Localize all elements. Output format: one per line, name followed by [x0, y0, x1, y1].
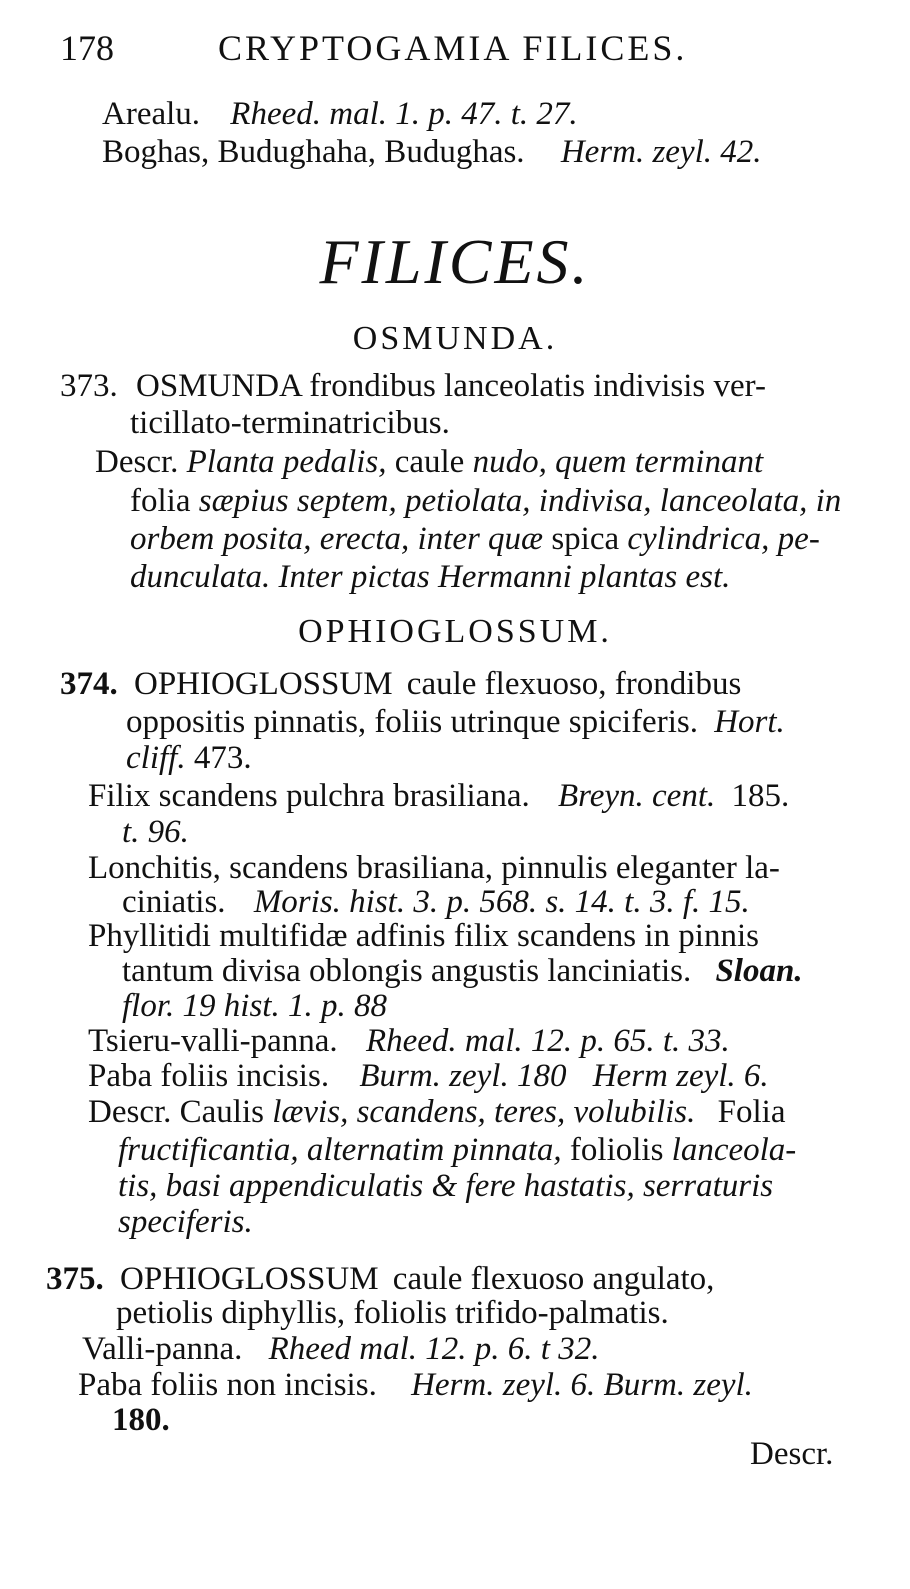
descr-374-line-2: [118, 1134, 796, 1167]
descr-373-line-3: [130, 523, 820, 556]
citation: Herm. zeyl. 6. Burm. zeyl.: [411, 1367, 753, 1403]
descr-374-line-1: [88, 1096, 785, 1129]
species-374-line-1: [60, 668, 741, 701]
descr-text: lævis, scandens, teres, volubilis.: [272, 1094, 696, 1130]
species-diagnosis: oppositis pinnatis, foliis utrinque spiciferis.: [126, 704, 698, 740]
citation: Rheed. mal. 1. p. 47. t. 27.: [230, 96, 578, 132]
species-diagnosis: caule flexuoso angulato,: [392, 1261, 715, 1297]
synonym-name: Paba foliis non incisis.: [78, 1367, 377, 1403]
citation: 185.: [731, 778, 790, 814]
species-genus-name: OPHIOGLOSSUM: [120, 1261, 379, 1297]
descr-text: orbem posita, erecta, inter quæ: [130, 521, 544, 557]
descr-text: Caulis: [179, 1094, 264, 1130]
species-375-line-2: petiolis diphyllis, foliolis trifido-palmatis.: [116, 1295, 669, 1331]
descr-label: Descr.: [95, 444, 179, 480]
genus-heading-osmunda: OSMUNDA.: [352, 320, 558, 357]
descr-373-line-4: dunculata. Inter pictas Hermanni plantas est.: [130, 559, 731, 595]
synonym-374-2-cont: [122, 886, 750, 919]
descr-text: cylindrica, pe-: [627, 521, 820, 557]
running-title: CRYPTOGAMIA FILICES.: [218, 28, 688, 68]
synonym-name: Boghas, Budughaha, Budughas.: [102, 134, 525, 170]
species-genus-name: OPHIOGLOSSUM: [134, 666, 393, 702]
catchword: Descr.: [750, 1436, 834, 1472]
citation: Hort.: [714, 704, 785, 740]
descr-text: spica: [551, 521, 620, 557]
descr-text: foliolis: [569, 1132, 664, 1168]
synonym-name: Tsieru-valli-panna.: [88, 1023, 338, 1059]
species-373-line-2: ticillato-terminatricibus.: [130, 405, 450, 441]
descr-374-line-4: speciferis.: [118, 1204, 253, 1240]
descr-373-line-2: [130, 485, 841, 518]
citation: Breyn. cent.: [557, 778, 716, 814]
synonym-name: tantum divisa oblongis angustis lanciniatis.: [122, 953, 692, 989]
descr-text: nudo,: [472, 444, 547, 480]
descr-text: fructificantia, alternatim pinnata,: [118, 1132, 562, 1168]
synonym-374-4: [88, 1025, 730, 1058]
species-number: 374.: [60, 666, 118, 702]
citation: Rheed mal. 12. p. 6. t 32.: [268, 1331, 600, 1367]
synonym-375-2: [78, 1369, 753, 1402]
descr-374-line-3: tis, basi appendiculatis & fere hastatis, serraturis: [118, 1168, 774, 1204]
descr-label: Descr.: [88, 1094, 172, 1130]
synonym-374-2: Lonchitis, scandens brasiliana, pinnulis eleganter la-: [88, 850, 780, 886]
citation: 473.: [193, 740, 252, 776]
synonym-374-5: [88, 1060, 769, 1093]
synonym-name: Filix scandens pulchra brasiliana.: [88, 778, 530, 814]
synonym-name: Arealu.: [102, 96, 201, 132]
descr-373-line-1: [95, 446, 763, 479]
top-line-1: [102, 98, 578, 131]
synonym-name: ciniatis.: [122, 884, 226, 920]
citation: Herm zeyl. 6.: [592, 1058, 769, 1094]
descr-text: caule: [394, 444, 465, 480]
species-genus-name: OSMUNDA: [136, 368, 302, 404]
synonym-375-1: [82, 1333, 599, 1366]
citation: cliff.: [126, 740, 186, 776]
descr-text: lanceola-: [671, 1132, 797, 1168]
species-number: 373.: [60, 368, 118, 404]
citation: Burm. zeyl. 180: [359, 1058, 567, 1094]
synonym-name: Valli-panna.: [82, 1331, 243, 1367]
synonym-374-1: [88, 780, 789, 813]
species-374-line-2: [126, 706, 785, 739]
section-title: FILICES.: [319, 226, 591, 297]
species-373-line-1: [60, 370, 766, 403]
species-diagnosis: caule flexuoso, frondibus: [406, 666, 742, 702]
citation: Herm. zeyl. 42.: [560, 134, 762, 170]
synonym-374-1-cont: t. 96.: [122, 814, 189, 850]
synonym-374-3-cont: [122, 955, 803, 988]
species-375-line-1: [46, 1263, 714, 1296]
species-374-line-3: [126, 742, 252, 775]
descr-text: Planta pedalis,: [186, 444, 387, 480]
synonym-374-3: Phyllitidi multifidæ adfinis filix scandens in pinnis: [88, 918, 759, 954]
species-number: 375.: [46, 1261, 104, 1297]
descr-text: Folia: [717, 1094, 786, 1130]
top-line-2: [102, 136, 762, 169]
synonym-375-2-cont: 180.: [112, 1402, 170, 1438]
synonym-name: Paba foliis incisis.: [88, 1058, 330, 1094]
descr-text: sæpius septem, petiolata, indivisa, lanceolata, in: [198, 483, 842, 519]
species-diagnosis: frondibus lanceolatis indivisis ver-: [309, 368, 766, 404]
genus-heading-ophioglossum: OPHIOGLOSSUM.: [298, 613, 612, 650]
descr-text: folia: [130, 483, 191, 519]
citation: Sloan.: [715, 953, 803, 989]
citation: Rheed. mal. 12. p. 65. t. 33.: [365, 1023, 730, 1059]
synonym-374-3-cont2: flor. 19 hist. 1. p. 88: [122, 988, 387, 1024]
citation: Moris. hist. 3. p. 568. s. 14. t. 3. f. 15.: [253, 884, 750, 920]
descr-text: quem terminant: [555, 444, 764, 480]
page-number: 178: [60, 28, 114, 68]
